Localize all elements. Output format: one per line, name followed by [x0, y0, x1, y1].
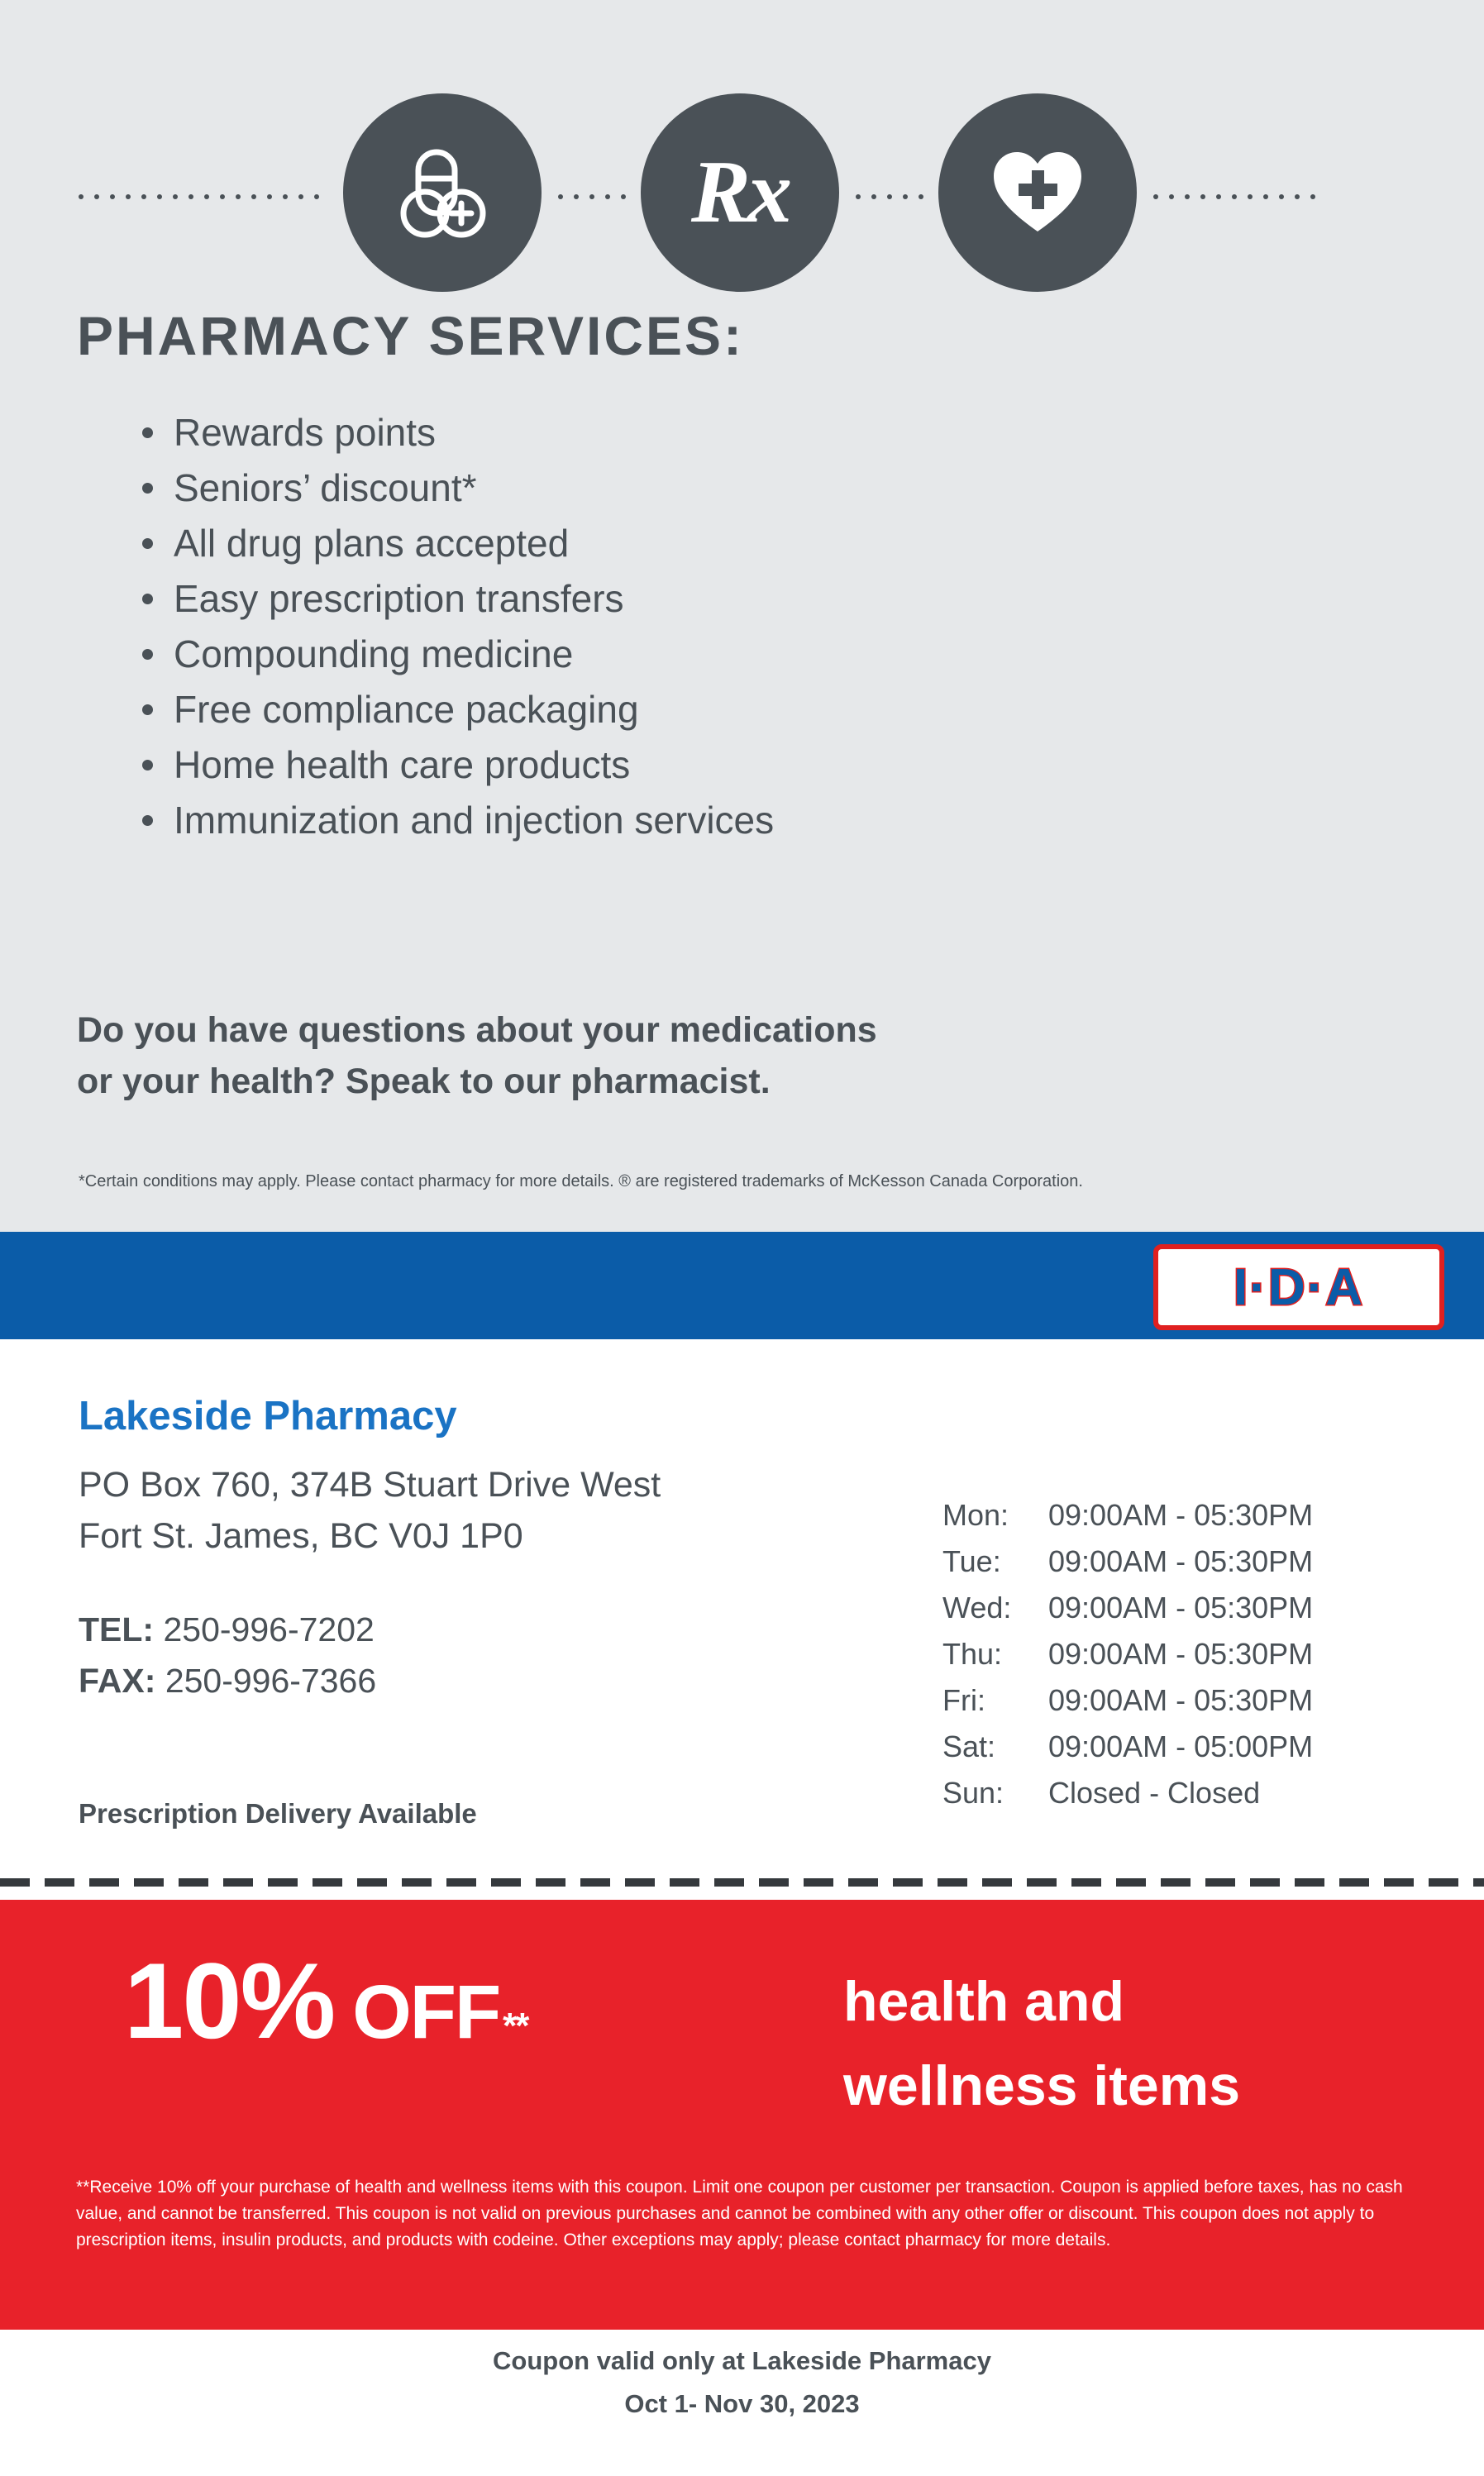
list-item: All drug plans accepted — [174, 516, 774, 571]
services-disclaimer: *Certain conditions may apply. Please contact pharmacy for more details. ® are registered trademarks of McKesson Canada Corporation. — [79, 1172, 1083, 1190]
coupon-validity-dates: Oct 1- Nov 30, 2023 — [624, 2389, 860, 2418]
coupon-headline — [124, 1940, 528, 2061]
store-contact — [79, 1604, 376, 1706]
pharmacist-question-line2: or your health? Speak to our pharmacist. — [77, 1061, 771, 1101]
coupon-subheadline-line2: wellness items — [843, 2054, 1241, 2117]
hours-row — [942, 1677, 1455, 1724]
hours-row — [942, 1585, 1455, 1631]
address-line-2: Fort St. James, BC V0J 1P0 — [79, 1516, 523, 1556]
coupon-off-label: OFF — [352, 1970, 500, 2054]
hours-row — [942, 1770, 1455, 1816]
page-title: PHARMACY SERVICES: — [77, 305, 745, 366]
heart-plus-icon — [938, 93, 1137, 292]
address-line-1: PO Box 760, 374B Stuart Drive West — [79, 1465, 661, 1505]
ida-logo-text: I·D·A — [1233, 1258, 1365, 1316]
telephone-row — [79, 1604, 376, 1655]
delivery-note: Prescription Delivery Available — [79, 1798, 477, 1829]
hours-time: 09:00AM - 05:30PM — [1048, 1544, 1314, 1578]
coupon-subheadline — [843, 1959, 1240, 2128]
hours-day: Thu: — [942, 1637, 1003, 1671]
hours-day: Tue: — [942, 1544, 1001, 1578]
hours-time: 09:00AM - 05:30PM — [1048, 1591, 1314, 1624]
pharmacy-services-panel — [0, 0, 1484, 1232]
hours-day: Fri: — [942, 1683, 985, 1717]
hours-day: Sun: — [942, 1776, 1004, 1810]
coupon-asterisks: ** — [503, 2006, 528, 2046]
ida-logo — [1153, 1244, 1444, 1330]
coupon-terms: **Receive 10% off your purchase of health and wellness items with this coupon. Limit one coupon per customer per transaction. Coupon is applied before taxes, has no cash value, and cannot be transferred. This coupon is not valid on previous purchases and cannot be combined with any other offer or discount. This coupon does not apply to prescription items, insulin products, and products with codeine. Other exceptions may apply; please contact pharmacy for more details. — [76, 2178, 1403, 2249]
pills-plus-icon — [343, 93, 542, 292]
dotted-line-left — [79, 194, 319, 199]
coupon-validity — [0, 2340, 1484, 2426]
hours-time: Closed - Closed — [1048, 1776, 1261, 1810]
list-item: Home health care products — [174, 737, 774, 793]
telephone-label: TEL: — [79, 1610, 155, 1648]
rx-label: Rx — [690, 143, 790, 241]
dotted-line-right — [1153, 194, 1315, 199]
telephone-value: 250-996-7202 — [163, 1610, 375, 1648]
list-item: Easy prescription transfers — [174, 571, 774, 627]
hours-day: Wed: — [942, 1591, 1012, 1624]
hours-day: Sat: — [942, 1729, 996, 1763]
hours-time: 09:00AM - 05:30PM — [1048, 1498, 1314, 1532]
hours-time: 09:00AM - 05:30PM — [1048, 1637, 1314, 1671]
hours-time: 09:00AM - 05:00PM — [1048, 1729, 1314, 1763]
store-name: Lakeside Pharmacy — [79, 1394, 457, 1438]
hours-row — [942, 1724, 1455, 1770]
hours-row — [942, 1631, 1455, 1677]
coupon-validity-store: Coupon valid only at Lakeside Pharmacy — [493, 2346, 991, 2375]
list-item: Rewards points — [174, 405, 774, 460]
list-item: Compounding medicine — [174, 627, 774, 682]
fax-row — [79, 1655, 376, 1706]
store-hours — [942, 1492, 1455, 1816]
list-item: Free compliance packaging — [174, 682, 774, 737]
hours-row — [942, 1539, 1455, 1585]
store-address — [79, 1459, 661, 1562]
pharmacist-question-line1: Do you have questions about your medications — [77, 1010, 877, 1050]
dotted-line-mid-1 — [558, 194, 626, 199]
hours-time: 09:00AM - 05:30PM — [1048, 1683, 1314, 1717]
services-list — [124, 405, 774, 848]
rx-icon — [641, 93, 839, 292]
hours-day: Mon: — [942, 1498, 1009, 1532]
icon-strip — [0, 45, 1484, 244]
fax-label: FAX: — [79, 1662, 156, 1700]
pharmacist-question — [77, 1004, 877, 1107]
list-item: Seniors’ discount* — [174, 460, 774, 516]
coupon-subheadline-line1: health and — [843, 1970, 1125, 2033]
coupon-cut-line — [0, 1878, 1484, 1887]
dotted-line-mid-2 — [856, 194, 923, 199]
hours-row — [942, 1492, 1455, 1539]
fax-value: 250-996-7366 — [165, 1662, 377, 1700]
coupon-percent: 10% — [124, 1940, 335, 2061]
list-item: Immunization and injection services — [174, 793, 774, 848]
